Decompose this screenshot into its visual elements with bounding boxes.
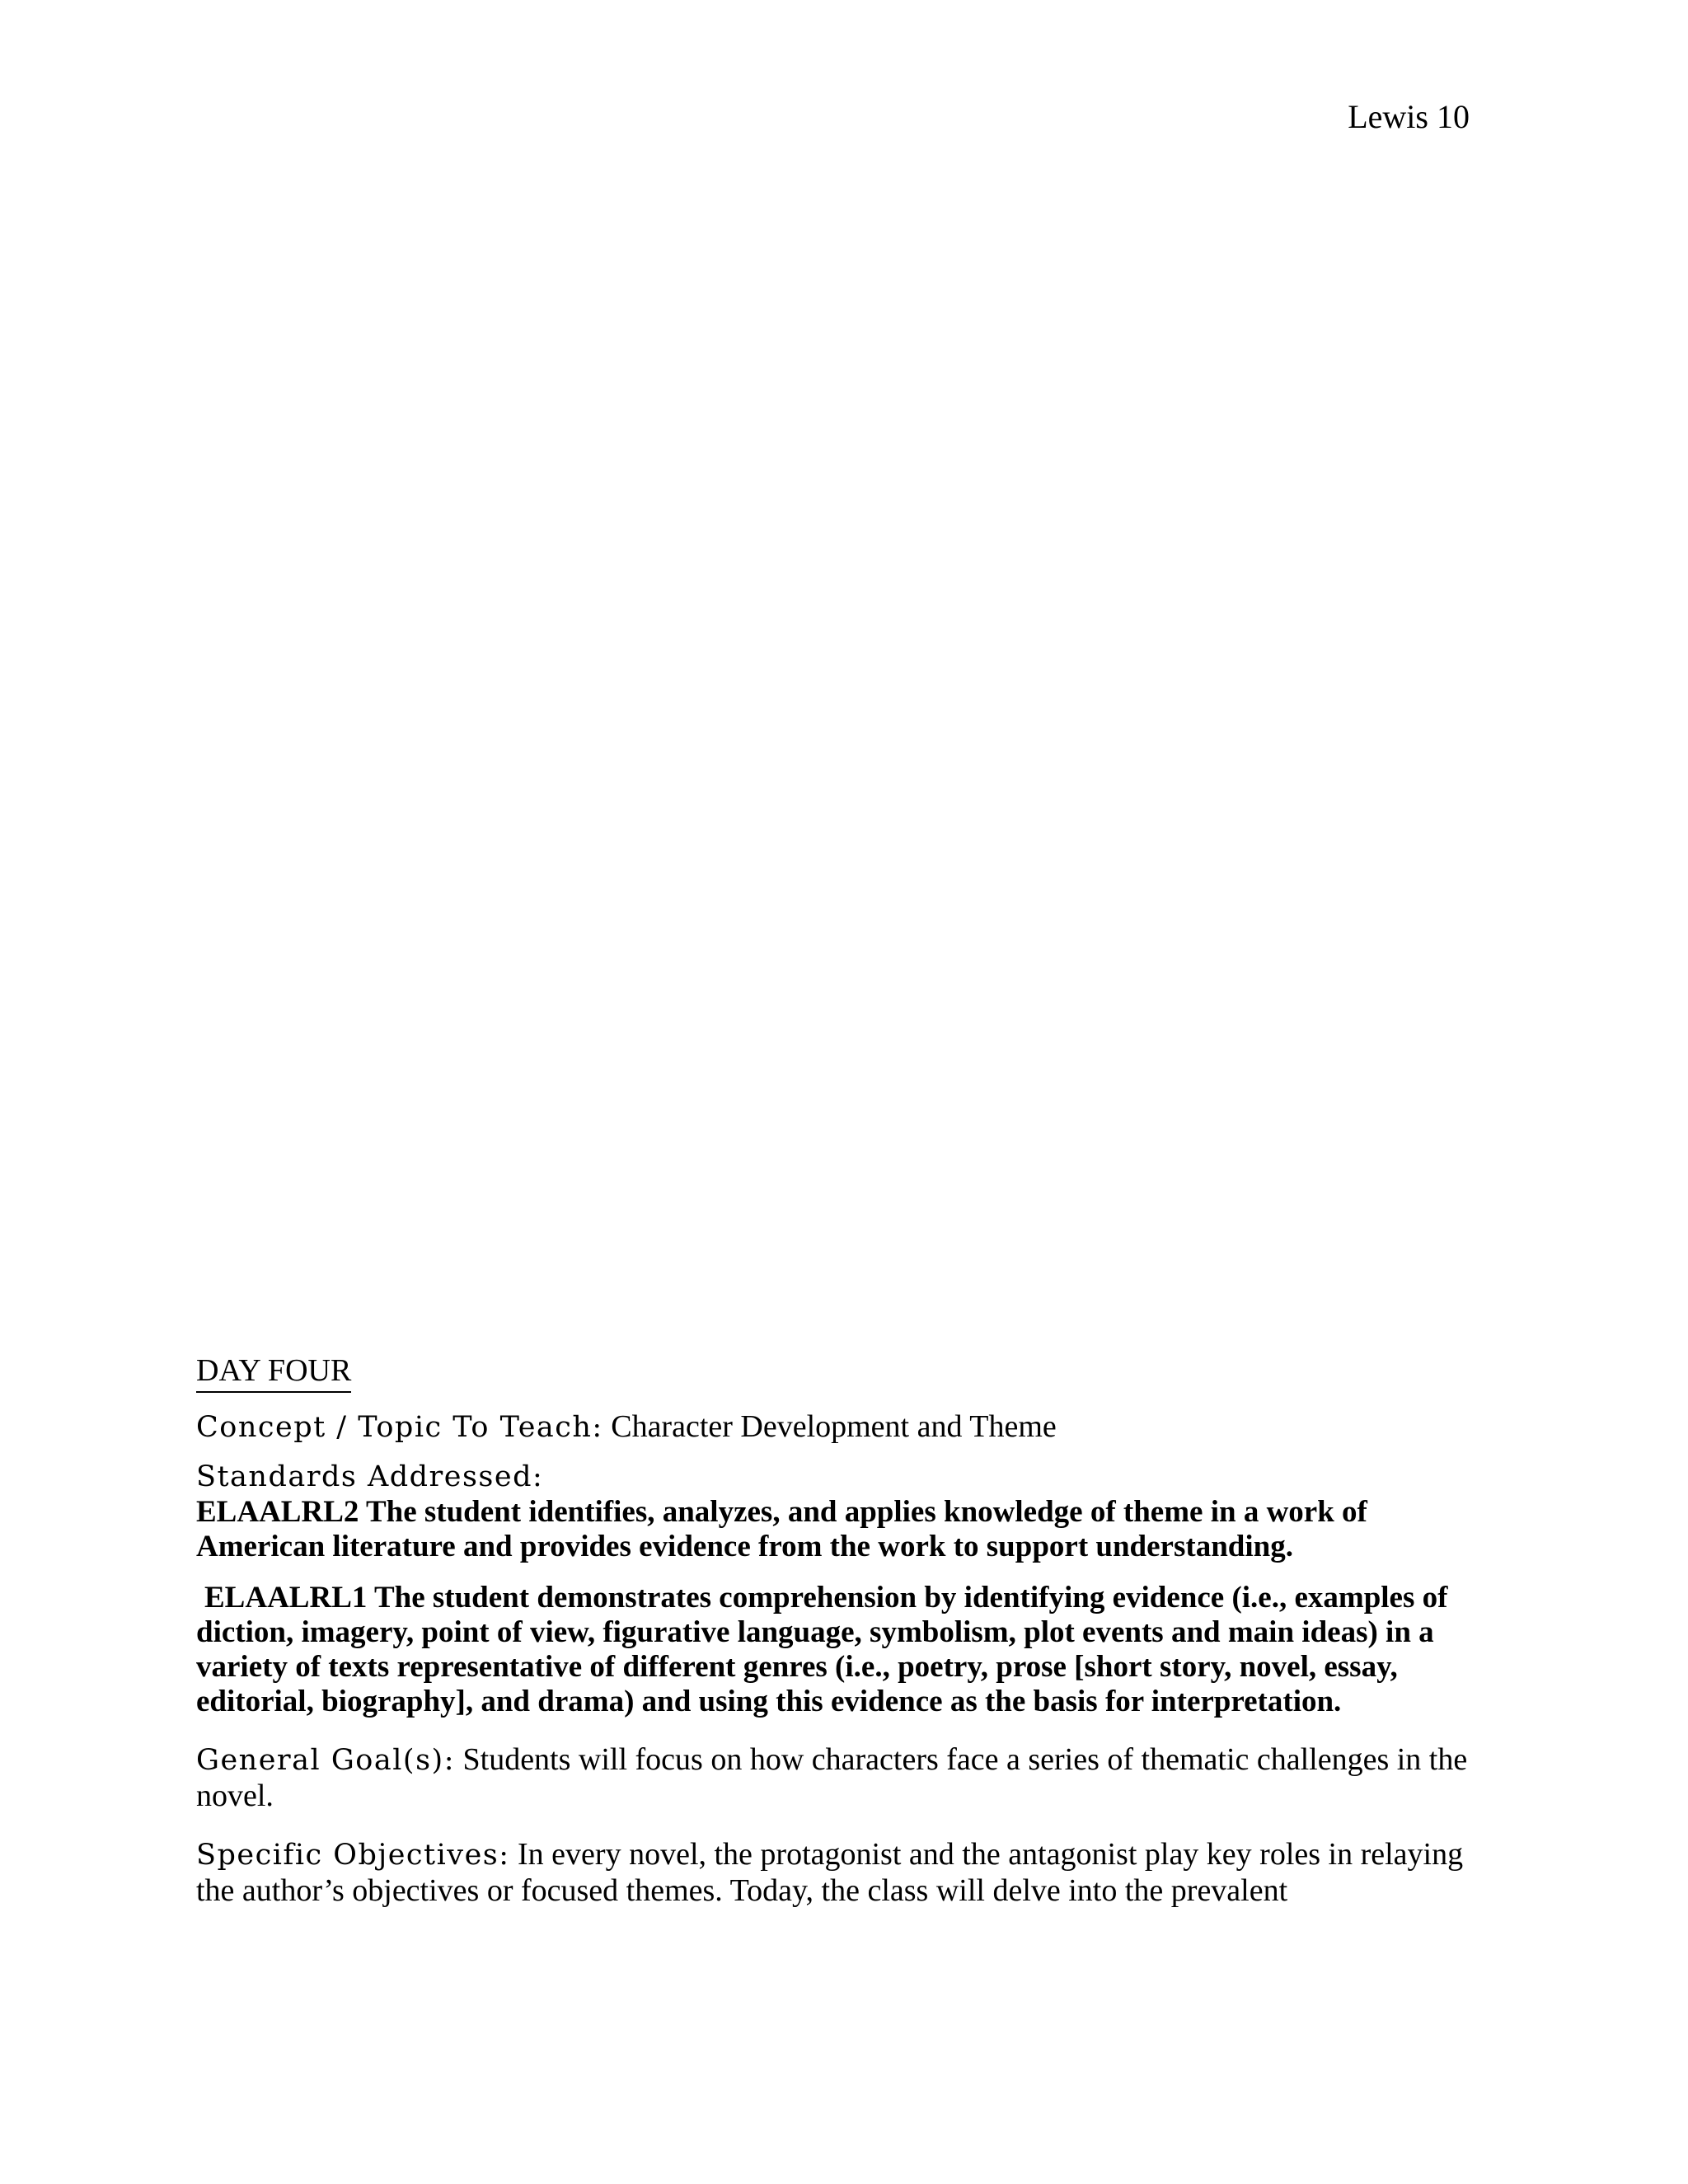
running-header: Lewis 10: [1348, 98, 1470, 135]
general-goal: [196, 1742, 1482, 1814]
day-heading: DAY FOUR: [196, 1352, 351, 1393]
goal-value: Students will focus on how characters face a series of thematic challenges in the novel.: [196, 1742, 1468, 1813]
standard-item: ELAALRL1 The student demonstrates comprehension by identifying evidence (i.e., examples of diction, imagery, point of view, figurative language, symbolism, plot events and main ideas) in a variety of texts representative of different genres (i.e., poetry, prose [short story, novel, essay, editorial, biography], and drama) and using this evidence as the basis for interpretation.: [196, 1581, 1448, 1718]
standard-item: ELAALRL2 The student identifies, analyzes, and applies knowledge of theme in a work of American literature and provides evidence from the work to support understanding.: [196, 1495, 1367, 1563]
specific-objectives: [196, 1837, 1482, 1909]
concept-line: [196, 1409, 1482, 1446]
objectives-value: In every novel, the protagonist and the antagonist play key roles in relaying the author’s objectives or focused themes. Today, the class will delve into the prevalent: [196, 1837, 1464, 1908]
goal-label: General Goal(s):: [196, 1744, 455, 1777]
concept-value: Character Development and Theme: [611, 1409, 1057, 1444]
objectives-label: Specific Objectives:: [196, 1839, 510, 1872]
standards-label: Standards Addressed:: [196, 1460, 544, 1493]
concept-label: Concept / Topic To Teach:: [196, 1411, 603, 1444]
standards-heading: [196, 1459, 1482, 1495]
lesson-plan-section: [196, 1352, 1482, 1909]
